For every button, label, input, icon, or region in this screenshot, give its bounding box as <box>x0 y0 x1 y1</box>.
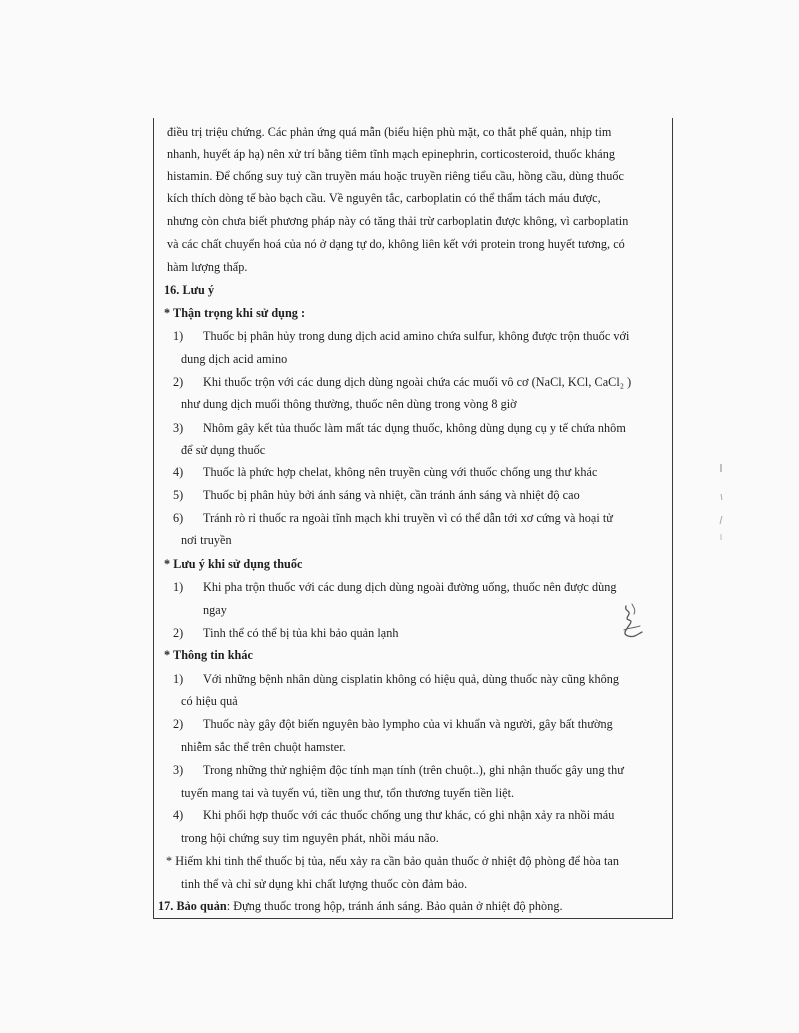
caution-item-text: Nhôm gây kết tủa thuốc làm mất tác dụng thuốc, không dùng dụng cụ y tế chứa nhôm <box>203 421 626 435</box>
other-item-text: Với những bệnh nhân dùng cisplatin không có hiệu quả, dùng thuốc này cũng không <box>203 672 620 686</box>
caution-item-text: nơi truyền <box>181 533 232 547</box>
other-item-number: 2) <box>173 717 184 731</box>
usage-item-number: 2) <box>173 626 184 640</box>
caution-item-text: Thuốc là phức hợp chelat, không nên truyền cùng với thuốc chống ung thư khác <box>203 465 598 479</box>
intro-line: điều trị triệu chứng. Các phản ứng quá mẫn (biểu hiện phù mặt, co thắt phế quản, nhịp tim <box>167 125 612 139</box>
other-item-text: có hiệu quả <box>181 694 238 708</box>
caution-item-number: 2) <box>173 375 184 389</box>
caution-item-text: Tránh rò rỉ thuốc ra ngoài tĩnh mạch khi truyền vì có thể dẫn tới xơ cứng và hoại tử <box>203 511 613 525</box>
other-item-text: Khi phối hợp thuốc với các thuốc chống ung thư khác, có ghi nhận xảy ra nhồi máu <box>203 808 615 822</box>
section-16-title: 16. Lưu ý <box>164 283 215 297</box>
caution-item-number: 4) <box>173 465 184 479</box>
usage-item-text: Tinh thể có thể bị tủa khi bảo quản lạnh <box>203 626 399 640</box>
other-item-text: tuyến mang tai và tuyến vú, tiền ung thư, tổn thương tuyến tiền liệt. <box>181 786 515 800</box>
section-17-line <box>158 899 563 913</box>
caution-item-text: để sử dụng thuốc <box>181 443 266 457</box>
other-item-text: Trong những thử nghiệm độc tính mạn tính (trên chuột..), ghi nhận thuốc gây ung thư <box>203 763 624 777</box>
other-item-number: 1) <box>173 672 184 686</box>
caution-item-number: 1) <box>173 329 184 343</box>
other-item-text: nhiễm sắc thể trên chuột hamster. <box>181 740 346 754</box>
caution-item-number: 3) <box>173 421 184 435</box>
caution-item-text: Thuốc bị phân hủy bởi ánh sáng và nhiệt, cần tránh ánh sáng và nhiệt độ cao <box>203 488 580 502</box>
caution-item-text: Khi thuốc trộn với các dung dịch dùng ngoài chứa các muối vô cơ (NaCl, KCl, CaCl₂ ) <box>203 375 632 389</box>
intro-line: nhanh, huyết áp hạ) nên xử trí bằng tiêm tĩnh mạch epinephrin, corticosteroid, thuốc kháng <box>167 147 616 161</box>
usage-item-text: Khi pha trộn thuốc với các dung dịch dùng ngoài đường uống, thuốc nên được dùng <box>203 580 617 594</box>
intro-line: và các chất chuyển hoá của nó ở dạng tự do, không liên kết với protein trong huyết tương, có <box>167 237 625 251</box>
section-17-text: : Đựng thuốc trong hộp, tránh ánh sáng. Bảo quản ở nhiệt độ phòng. <box>226 899 563 913</box>
caution-heading: * Thận trọng khi sử dụng : <box>164 306 306 320</box>
handwritten-initial-icon <box>612 600 652 644</box>
caution-item-text: như dung dịch muối thông thường, thuốc nên dùng trong vòng 8 giờ <box>181 397 517 411</box>
margin-scan-marks <box>716 460 726 560</box>
section-17-title: 17. Bảo quản <box>158 899 227 913</box>
other-item-text: Thuốc này gây đột biến nguyên bào lympho của vi khuẩn và người, gây bất thường <box>203 717 613 731</box>
other-item-number: 3) <box>173 763 184 777</box>
caution-item-number: 6) <box>173 511 184 525</box>
intro-line: kích thích dòng tế bào bạch cầu. Về nguyên tắc, carboplatin có thể thẩm tách máu được, <box>167 191 601 205</box>
intro-line: histamin. Để chống suy tuỷ cần truyền máu hoặc truyền riêng tiểu cầu, hồng cầu, dùng thuốc <box>167 169 625 183</box>
intro-line: nhưng còn chưa biết phương pháp này có tăng thải trừ carboplatin được không, vì carboplatin <box>167 214 629 228</box>
other-item-number: 4) <box>173 808 184 822</box>
storage-note-line: * Hiếm khi tinh thể thuốc bị tủa, nếu xảy ra cần bảo quản thuốc ở nhiệt độ phòng để hòa tan <box>166 854 620 868</box>
caution-item-number: 5) <box>173 488 184 502</box>
other-info-heading: * Thông tin khác <box>164 648 253 662</box>
intro-line: hàm lượng thấp. <box>167 260 248 274</box>
usage-item-number: 1) <box>173 580 184 594</box>
other-item-text: trong hội chứng suy tim nguyên phát, nhồi máu não. <box>181 831 439 845</box>
usage-item-text: ngay <box>203 603 227 617</box>
usage-heading: * Lưu ý khi sử dụng thuốc <box>164 557 303 571</box>
caution-item-text: dung dịch acid amino <box>181 352 288 366</box>
storage-note-line: tinh thể và chỉ sử dụng khi chất lượng thuốc còn đảm bảo. <box>181 877 468 891</box>
caution-item-text: Thuốc bị phân hủy trong dung dịch acid amino chứa sulfur, không được trộn thuốc với <box>203 329 630 343</box>
